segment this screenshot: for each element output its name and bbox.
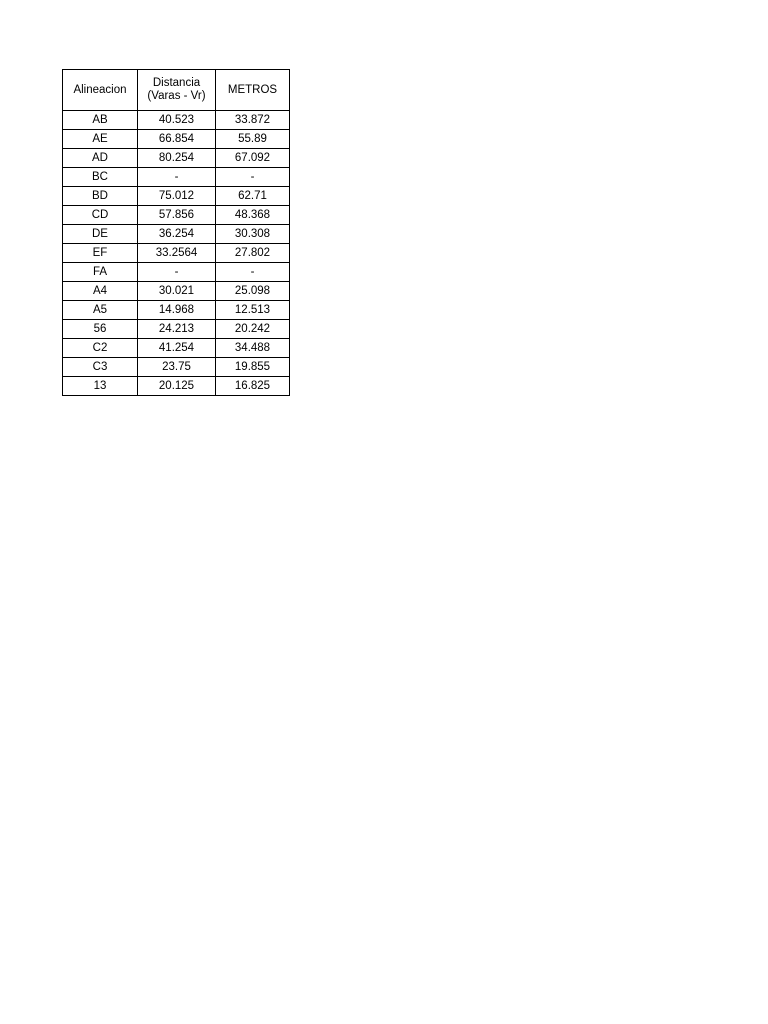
cell-alineacion: C3: [63, 358, 138, 377]
table-row: [63, 358, 290, 377]
cell-metros: 34.488: [216, 339, 290, 358]
table-header-row: [63, 70, 290, 111]
cell-alineacion: BD: [63, 187, 138, 206]
cell-metros: 27.802: [216, 244, 290, 263]
table-row: [63, 187, 290, 206]
cell-alineacion: CD: [63, 206, 138, 225]
table-row: [63, 339, 290, 358]
cell-metros: 30.308: [216, 225, 290, 244]
table-row: [63, 282, 290, 301]
cell-distancia: 41.254: [138, 339, 216, 358]
distance-table: [62, 69, 290, 396]
table-body: [63, 111, 290, 396]
cell-alineacion: A4: [63, 282, 138, 301]
cell-metros: -: [216, 263, 290, 282]
table-row: [63, 149, 290, 168]
cell-alineacion: AD: [63, 149, 138, 168]
cell-distancia: 33.2564: [138, 244, 216, 263]
cell-distancia: -: [138, 168, 216, 187]
cell-alineacion: EF: [63, 244, 138, 263]
table-row: [63, 130, 290, 149]
cell-alineacion: AE: [63, 130, 138, 149]
cell-metros: 12.513: [216, 301, 290, 320]
cell-alineacion: A5: [63, 301, 138, 320]
cell-distancia: 30.021: [138, 282, 216, 301]
cell-metros: 67.092: [216, 149, 290, 168]
cell-distancia: 14.968: [138, 301, 216, 320]
cell-metros: 25.098: [216, 282, 290, 301]
cell-metros: 55.89: [216, 130, 290, 149]
table-row: [63, 206, 290, 225]
cell-distancia: 40.523: [138, 111, 216, 130]
table-row: [63, 263, 290, 282]
table-row: [63, 168, 290, 187]
cell-alineacion: DE: [63, 225, 138, 244]
cell-metros: 48.368: [216, 206, 290, 225]
cell-distancia: -: [138, 263, 216, 282]
cell-metros: 19.855: [216, 358, 290, 377]
cell-alineacion: FA: [63, 263, 138, 282]
cell-distancia: 36.254: [138, 225, 216, 244]
header-metros: METROS: [216, 70, 290, 111]
cell-alineacion: 13: [63, 377, 138, 396]
cell-metros: -: [216, 168, 290, 187]
cell-distancia: 24.213: [138, 320, 216, 339]
cell-metros: 16.825: [216, 377, 290, 396]
cell-distancia: 80.254: [138, 149, 216, 168]
cell-distancia: 57.856: [138, 206, 216, 225]
header-distancia: [138, 70, 216, 111]
cell-alineacion: 56: [63, 320, 138, 339]
table-row: [63, 225, 290, 244]
cell-distancia: 20.125: [138, 377, 216, 396]
table-row: [63, 244, 290, 263]
table-row: [63, 111, 290, 130]
cell-distancia: 23.75: [138, 358, 216, 377]
cell-metros: 33.872: [216, 111, 290, 130]
table-row: [63, 377, 290, 396]
table-row: [63, 301, 290, 320]
table-row: [63, 320, 290, 339]
header-distancia-line1: Distancia: [152, 77, 201, 89]
cell-distancia: 66.854: [138, 130, 216, 149]
cell-metros: 20.242: [216, 320, 290, 339]
header-alineacion: Alineacion: [63, 70, 138, 111]
header-distancia-line2: (Varas - Vr): [147, 90, 206, 102]
cell-distancia: 75.012: [138, 187, 216, 206]
cell-alineacion: AB: [63, 111, 138, 130]
cell-alineacion: BC: [63, 168, 138, 187]
cell-alineacion: C2: [63, 339, 138, 358]
cell-metros: 62.71: [216, 187, 290, 206]
